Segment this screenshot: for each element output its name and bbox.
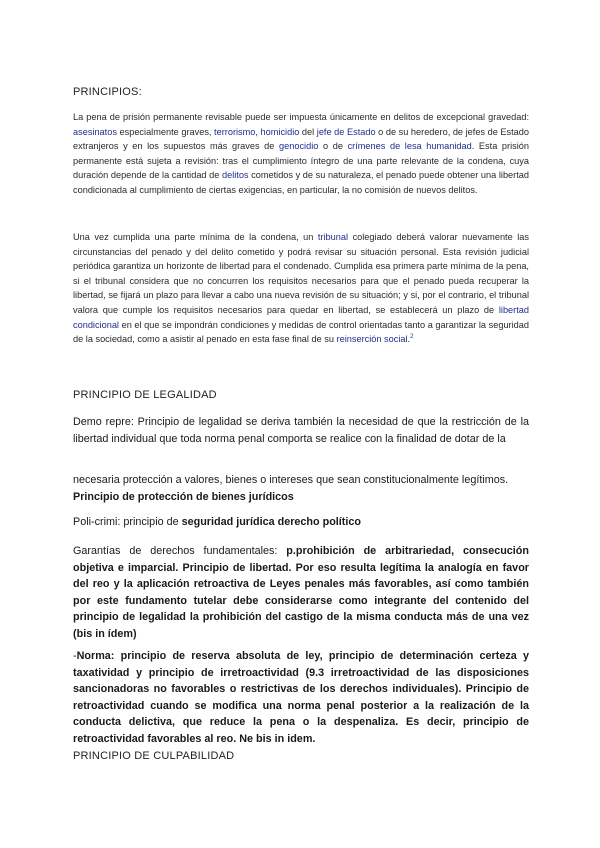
paragraph-pena-prision [73,110,529,198]
link-jefe-de-estado[interactable]: jefe de Estado [316,126,376,137]
bold-text: seguridad jurídica derecho político [181,516,361,528]
bold-text: p.prohibición de arbitrariedad, consecución objetiva e imparcial. Principio de libertad. Por eso resulta legítima la analogía en favor del reo y la aplicación retroactiva de Leyes penales más favorables, así como también por este fundamento tutelar debe considerarse como integrante del contenido del principio de legalidad la prohibición del castigo de la misma conducta más de una vez (bis in ídem) [73,545,529,640]
link-delitos[interactable]: delitos [221,170,249,181]
paragraph-poli-crimi [73,514,529,531]
text: del [299,126,317,137]
heading-principios: PRINCIPIOS: [73,86,142,98]
text: Poli-crimi: principio de [73,516,182,528]
text: cometidos y de su naturaleza, el penado puede obtener una libertad condicionada al cumplimiento de ciertas exigencias, en particular, la no comisión de nuevos delitos. [73,170,530,195]
link-reinsercion-social[interactable]: reinserción social [336,334,408,345]
text: o de su heredero, de jefes de Estado extranjeros y en los supuestos más graves de [73,126,530,152]
bold-text: Norma: principio de reserva absoluta de ley, principio de determinación certeza y taxatividad y principio de irretroactividad (9.3 irretroactividad de las disposiciones sancionadoras no favorables o restrictivas de los derechos individuales). Principio de retroactividad cuando se modifica una norma penal posterior a la realización de la conducta delictiva, que reduce la pena o la despenaliza. Es decir, principio de retroactividad favorables al reo. Ne bis in idem. [73,650,529,745]
link-crimenes-lesa-humanidad[interactable]: crímenes de lesa humanidad [347,141,472,152]
footnote-ref[interactable]: 2 [410,334,414,341]
text: . Esta prisión permanente está sujeta a revisión: tras el cumplimiento íntegro de una parte relevante de la condena, cuya duración depende de la cantidad de [73,141,529,181]
paragraph-garantias [73,543,529,643]
bold-text: Principio de protección de bienes jurídicos [73,490,294,503]
text: en el que se impondrán condiciones y medidas de control orientadas tanto a garantizar la seguridad de la sociedad, como a asistir al penado en esta fase final de su [73,319,529,345]
text: , [255,126,261,137]
text: o de [318,141,348,152]
text: colegiado deberá valorar nuevamente las circunstancias del penado y del delito cometido y podrá revisar su situación personal. Esta revisión judicial periódica garantiza un horizonte de libertad para el condenado. Cumplida esa primera parte mínima de la pena, si el tribunal considera que no concurren los requisitos necesarios para que el penado pueda recuperar la libertad, se fijará un plazo para llevar a cabo una nueva revisión de su situación; y si, por el contrario, el tribunal valora que cumple los requisitos necesarios para quedar en libertad, se establecerá un plazo de [73,232,529,315]
text: . [407,334,411,345]
text: - [73,650,77,662]
text: Garantías de derechos fundamentales: [73,545,287,557]
paragraph-proteccion [73,472,529,505]
paragraph-demo-repre: Demo repre: Principio de legalidad se deriva también la necesidad de que la restricción de la libertad individual que toda norma penal comporta se realice con la finalidad de dotar de la [73,416,529,445]
link-asesinatos[interactable]: asesinatos [73,126,117,137]
text: La pena de prisión permanente revisable puede ser impuesta únicamente en delitos de excepcional gravedad: [73,112,529,122]
text: Una vez cumplida una parte mínima de la condena, un [73,232,318,242]
link-libertad-condicional[interactable]: libertad condicional [73,304,529,330]
paragraph-revision [73,230,529,347]
link-terrorismo[interactable]: terrorismo [214,126,256,137]
heading-legalidad: PRINCIPIO DE LEGALIDAD [73,389,217,401]
link-tribunal[interactable]: tribunal [317,232,349,242]
paragraph-norma [73,648,529,748]
link-genocidio[interactable]: genocidio [279,141,319,152]
heading-culpabilidad: PRINCIPIO DE CULPABILIDAD [73,750,235,762]
text: especialmente graves, [116,126,215,137]
link-homicidio[interactable]: homicidio [260,126,300,137]
text: necesaria protección a valores, bienes o intereses que sean constitucionalmente legítimos. [73,474,509,486]
